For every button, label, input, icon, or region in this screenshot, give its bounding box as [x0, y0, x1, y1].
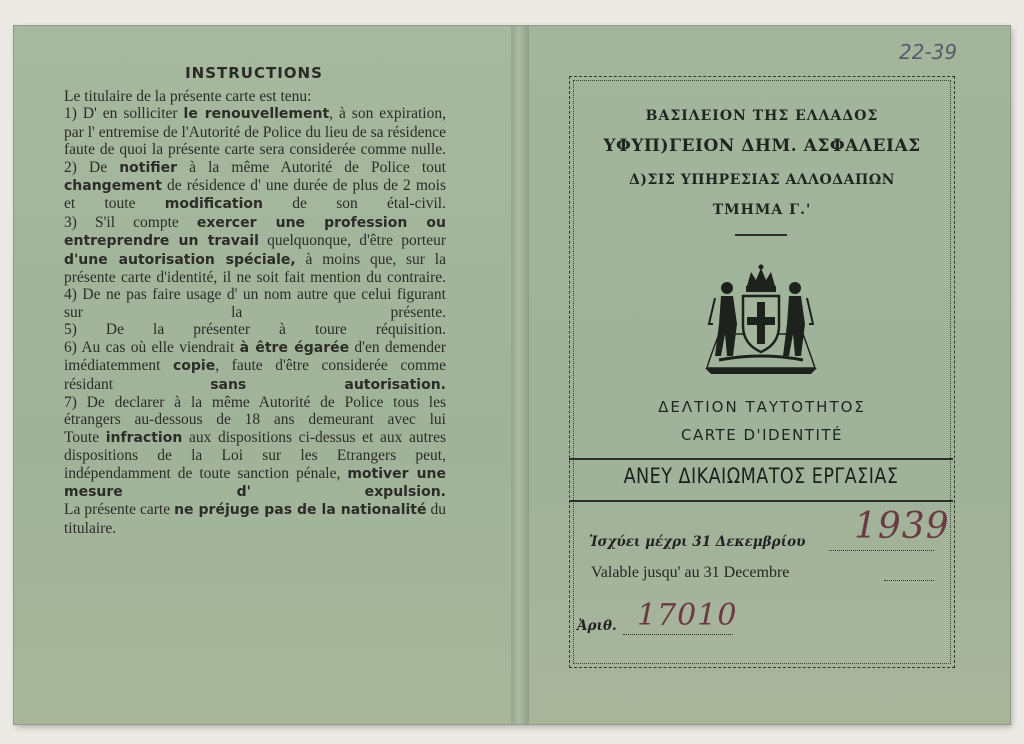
instruction-paragraph — [64, 105, 446, 158]
instruction-emphasis: à être égarée — [239, 339, 350, 356]
valid-french-line — [884, 580, 934, 581]
instructions-page — [14, 26, 511, 724]
valid-until-greek: Ἰσχύει μέχρι 31 Δεκεμβρίου — [589, 534, 806, 550]
instruction-text: , faute d'être considerée comme résidant — [64, 357, 446, 393]
instruction-text: Toute — [64, 428, 106, 446]
instruction-paragraph — [64, 339, 446, 394]
instruction-emphasis: sans autorisation. — [210, 376, 446, 393]
instruction-paragraph — [64, 214, 446, 287]
identity-card — [14, 26, 1010, 724]
header-ministry: ΥΦΥΠ)ΓΕΙΟΝ ΔΗΜ. ΑΣΦΑΛΕΙΑΣ — [603, 136, 921, 156]
instruction-emphasis: copie — [172, 358, 216, 375]
instruction-emphasis: notifier — [119, 159, 178, 176]
header-kingdom: ΒΑΣΙΛΕΙΟΝ ΤΗΣ ΕΛΛΑΔΟΣ — [645, 108, 879, 124]
valid-year-line — [829, 550, 934, 551]
instruction-text: , à son expiration, par l' entremise de l'Autorité de Police du lieu de sa résidence faute de quoi la présente carte sera considerée comme nulle. — [64, 105, 446, 159]
card-number-handwritten: 17010 — [637, 598, 738, 633]
instructions-text — [64, 88, 446, 537]
instruction-emphasis: d'une autorisation spéciale, — [64, 251, 296, 268]
status-band-text: ΑΝΕΥ ΔΙΚΑΙΩΜΑΤΟΣ ΕΡΓΑΣΙΑΣ — [623, 464, 899, 488]
instruction-emphasis: changement — [64, 178, 162, 195]
title-french: CARTE D'IDENTITÉ — [680, 426, 844, 444]
instruction-text: 2) De — [64, 158, 120, 176]
instruction-text: à la même Autorité de Police tout — [177, 158, 446, 176]
instruction-emphasis: ne préjuge pas de la nationalité — [174, 502, 427, 519]
instruction-text: quelquonque, d'être porteur — [258, 232, 446, 250]
instruction-paragraph — [64, 394, 446, 429]
reference-number: 22-39 — [899, 40, 958, 64]
number-label: Ἀριθ. — [577, 618, 617, 634]
valid-year-handwritten: 1939 — [854, 506, 950, 547]
instruction-paragraph — [64, 286, 446, 321]
instruction-paragraph — [64, 159, 446, 214]
header-divider — [735, 234, 787, 236]
instruction-paragraph — [64, 321, 446, 338]
instruction-emphasis: exercer une profession ou entreprendre un travail — [64, 214, 446, 250]
instructions-title: INSTRUCTIONS — [185, 64, 323, 82]
instruction-paragraph — [64, 88, 446, 105]
instruction-text: à moins que, sur la présente carte d'identité, il ne soit fait mention du contraire. — [64, 250, 446, 287]
card-fold — [511, 26, 529, 724]
instruction-emphasis: infraction — [105, 429, 183, 446]
instruction-text: 3) S'il compte — [64, 213, 197, 231]
identity-page — [529, 26, 1010, 724]
valid-until-french: Valable jusqu' au 31 Decembre — [591, 564, 790, 581]
title-greek: ΔΕΛΤΙΟΝ ΤΑΥΤΟΤΗΤΟΣ — [658, 398, 866, 416]
instruction-text: 5) De la présenter à toure réquisition. — [64, 321, 446, 339]
instruction-text: de résidence d' une durée de plus de 2 mois et toute — [64, 177, 446, 213]
coat-of-arms-icon — [699, 264, 823, 376]
instruction-text: Le titulaire de la présente carte est tenu: — [64, 88, 312, 105]
instruction-text: 1) D' en solliciter — [64, 105, 184, 123]
instruction-emphasis: le renouvellement — [183, 106, 330, 123]
header-section: ΤΜΗΜΑ Γ.' — [712, 202, 812, 218]
instruction-text: aux dispositions ci-dessus et aux autres dispositions de la Loi sur les Etrangers peut, indépendamment de toute sanction pénale, — [64, 428, 446, 482]
instruction-text: d'en demender imédiatemment — [64, 338, 447, 375]
instruction-text: 6) Au cas où elle viendrait — [64, 338, 240, 356]
instruction-paragraph — [64, 429, 446, 502]
instruction-paragraph — [64, 501, 446, 537]
instruction-emphasis: motiver une mesure d' expulsion. — [64, 465, 446, 500]
header-directorate: Δ)ΣΙΣ ΥΠΗΡΕΣΙΑΣ ΑΛΛΟΔΑΠΩΝ — [629, 172, 895, 188]
instruction-text: 4) De ne pas faire usage d' un nom autre que celui figurant sur la présente. — [64, 286, 446, 321]
number-line — [623, 634, 733, 635]
instruction-text: 7) De declarer à la même Autorité de Police tous les étrangers au-dessous de 18 ans demeurant avec lui — [64, 393, 446, 429]
instruction-text: de son étal-civil. — [263, 195, 446, 213]
instruction-emphasis: modification — [164, 196, 263, 213]
instruction-text: La présente carte — [64, 501, 175, 519]
instruction-text: du titulaire. — [64, 501, 446, 537]
